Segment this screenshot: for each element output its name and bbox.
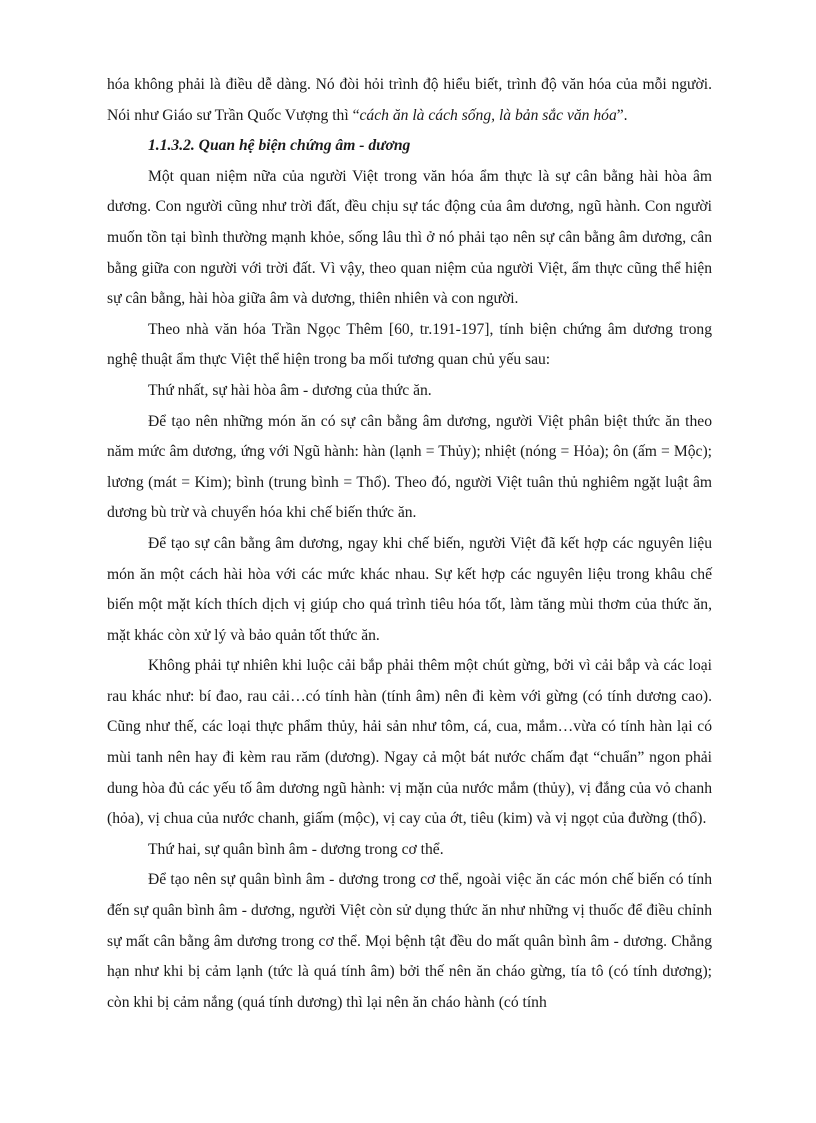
paragraph: Để tạo sự cân bằng âm dương, ngay khi chế biến, người Việt đã kết hợp các nguyên liệu món ăn một cách hài hòa với các mức khác nhau. Sự kết hợp các nguyên liệu trong khâu chế biến một mặt kích thích dịch vị giúp cho quá trình tiêu hóa tốt, làm tăng mùi thơm của thức ăn, mặt khác còn xử lý và bảo quản tốt thức ăn. [107, 534, 712, 644]
paragraph: Thứ hai, sự quân bình âm - dương trong cơ thể. [148, 840, 444, 858]
paragraph: Thứ nhất, sự hài hòa âm - dương của thức ăn. [148, 381, 432, 399]
paragraph: Không phải tự nhiên khi luộc cải bắp phải thêm một chút gừng, bởi vì cải bắp và các loại rau khác như: bí đao, rau cải…có tính hàn (tính âm) nên đi kèm với gừng (có tính dương cao). Cũng như thế, các loại thực phẩm thủy, hải sản như tôm, cá, cua, mắm…vừa có tính hàn lại có mùi tanh nên hay đi kèm rau răm (dương). Ngay cả một bát nước chấm đạt “chuẩn” ngon phải dung hòa đủ các yếu tố âm dương ngũ hành: vị mặn của nước mắm (thủy), vị đắng của vỏ chanh (hỏa), vị chua của nước chanh, giấm (mộc), vị cay của ớt, tiêu (kim) và vị ngọt của đường (thổ). [107, 657, 712, 828]
paragraph: Theo nhà văn hóa Trần Ngọc Thêm [60, tr.191-197], tính biện chứng âm dương trong nghệ thuật ẩm thực Việt thể hiện trong ba mối tương quan chủ yếu sau: [107, 320, 712, 369]
paragraph-text: hóa không phải là điều dễ dàng. Nó đòi hỏi trình độ hiểu biết, trình độ văn hóa của mỗi người. Nói như Giáo sư Trần Quốc Vượng thì “ [107, 76, 712, 124]
paragraph: Để tạo nên sự quân bình âm - dương trong cơ thể, ngoài việc ăn các món chế biến có tính đến sự quân bình âm - dương, người Việt còn sử dụng thức ăn như những vị thuốc để điều chỉnh sự mất cân bằng âm dương trong cơ thể. Mọi bệnh tật đều do mất quân bình âm - dương. Chẳng hạn như khi bị cảm lạnh (tức là quá tính âm) bởi thế nên ăn cháo gừng, tía tô (có tính dương); còn khi bị cảm nắng (quá tính dương) thì lại nên ăn cháo hành (có tính [107, 871, 712, 1011]
section-heading: 1.1.3.2. Quan hệ biện chứng âm - dương [148, 137, 411, 155]
paragraph: Một quan niệm nữa của người Việt trong văn hóa ẩm thực là sự cân bằng hài hòa âm dương. Con người cũng như trời đất, đều chịu sự tác động của âm dương, ngũ hành. Con người muốn tồn tại bình thường mạnh khỏe, sống lâu thì ở nó phải tạo nên sự cân bằng âm dương, cân bằng giữa con người với trời đất. Vì vậy, theo quan niệm của người Việt, ẩm thực cũng thể hiện sự cân bằng, hài hòa giữa âm và dương, thiên nhiên và con người. [107, 167, 712, 308]
quote-italic: cách ăn là cách sống, là bản sắc văn hóa [359, 106, 617, 124]
paragraph-continuation [107, 70, 712, 131]
paragraph: Để tạo nên những món ăn có sự cân bằng âm dương, người Việt phân biệt thức ăn theo năm mức âm dương, ứng với Ngũ hành: hàn (lạnh = Thủy); nhiệt (nóng = Hỏa); ôn (ấm = Mộc); lương (mát = Kim); bình (trung bình = Thổ). Theo đó, người Việt tuân thủ nghiêm ngặt luật âm dương bù trừ và chuyển hóa khi chế biến thức ăn. [107, 412, 712, 522]
document-page [107, 70, 712, 1018]
paragraph-text-tail: ”. [616, 106, 628, 124]
